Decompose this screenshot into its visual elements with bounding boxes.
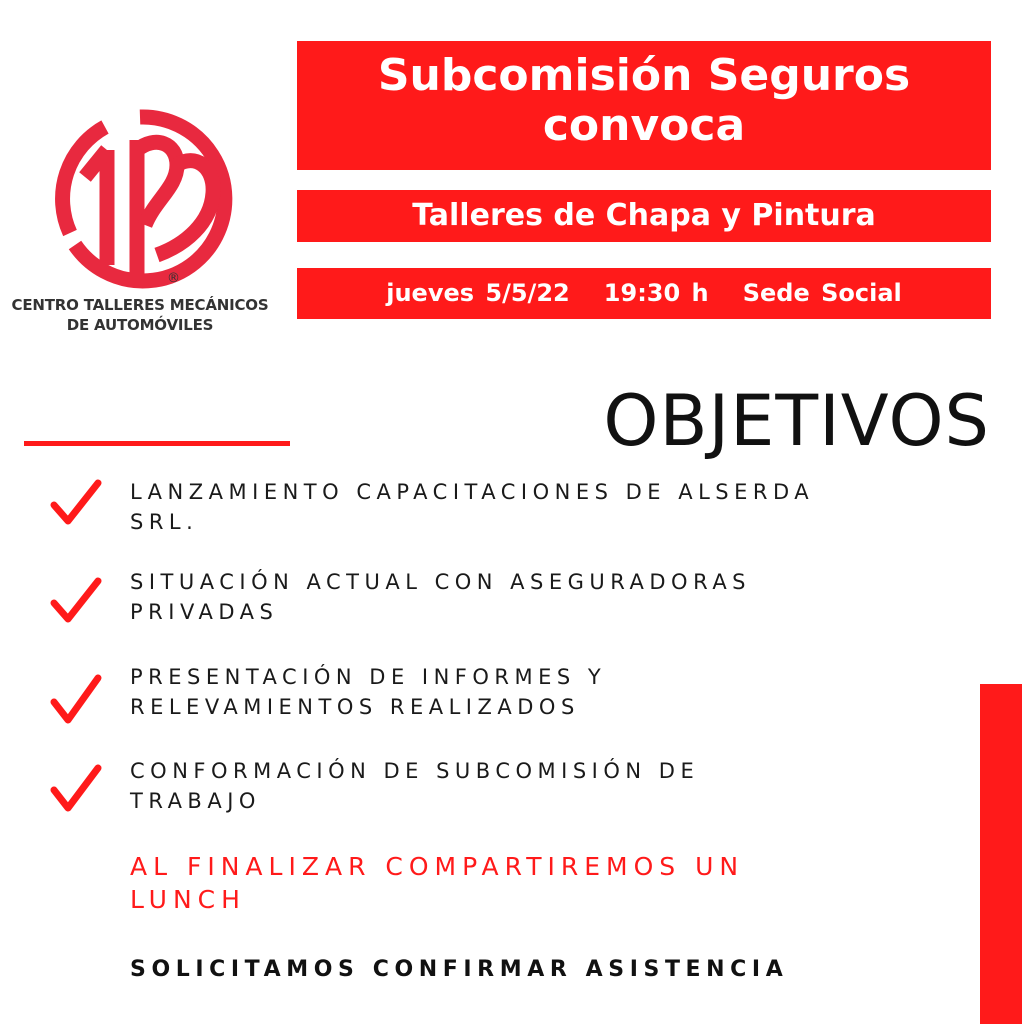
objective-line-2: PRIVADAS	[130, 600, 279, 624]
objective-line-1: PRESENTACIÓN DE INFORMES Y	[130, 665, 607, 689]
objective-line-1: LANZAMIENTO CAPACITACIONES DE ALSERDA	[130, 480, 815, 504]
event-time: 19:30 h	[603, 279, 709, 307]
title-banner	[297, 41, 991, 170]
checkmark-icon	[48, 477, 104, 529]
objective-item	[48, 756, 908, 826]
objective-line-2: RELEVAMIENTOS REALIZADOS	[130, 695, 580, 719]
objective-text	[130, 567, 910, 627]
title-line-2: convoca	[542, 100, 746, 151]
red-side-bar	[980, 684, 1022, 1024]
registered-mark: ®	[167, 271, 180, 286]
logo-name-line-2: DE AUTOMÓVILES	[66, 316, 214, 334]
objective-text	[130, 477, 910, 537]
objectives-heading: OBJETIVOS	[603, 380, 990, 462]
objective-line-2: TRABAJO	[130, 789, 261, 813]
objective-item	[48, 567, 908, 637]
checkmark-icon	[48, 573, 104, 629]
logo	[0, 95, 290, 345]
objective-text	[130, 756, 910, 816]
subtitle-text: Talleres de Chapa y Pintura	[412, 198, 876, 233]
objective-line-1: SITUACIÓN ACTUAL CON ASEGURADORAS	[130, 570, 752, 594]
checkmark-icon	[48, 670, 104, 730]
red-divider	[24, 441, 290, 446]
confirm-attendance-text: SOLICITAMOS CONFIRMAR ASISTENCIA	[130, 957, 789, 982]
objective-item	[48, 477, 908, 547]
objective-item	[48, 662, 908, 732]
objective-text	[130, 662, 910, 722]
lunch-note-line-2: LUNCH	[130, 885, 246, 914]
objective-line-1: CONFORMACIÓN DE SUBCOMISIÓN DE	[130, 759, 700, 783]
event-date: jueves 5/5/22	[386, 279, 570, 307]
title-line-1: Subcomisión Seguros	[377, 50, 911, 101]
date-banner	[297, 268, 991, 319]
logo-name-line-1: CENTRO TALLERES MECÁNICOS	[11, 296, 269, 314]
lunch-note-line-1: AL FINALIZAR COMPARTIREMOS UN	[130, 852, 745, 881]
checkmark-icon	[48, 760, 104, 818]
event-place: Sede Social	[742, 279, 902, 307]
lunch-note	[130, 850, 850, 916]
subtitle-banner	[297, 190, 991, 242]
ctma-monogram-logo-icon	[45, 105, 235, 290]
objective-line-2: SRL.	[130, 510, 199, 534]
